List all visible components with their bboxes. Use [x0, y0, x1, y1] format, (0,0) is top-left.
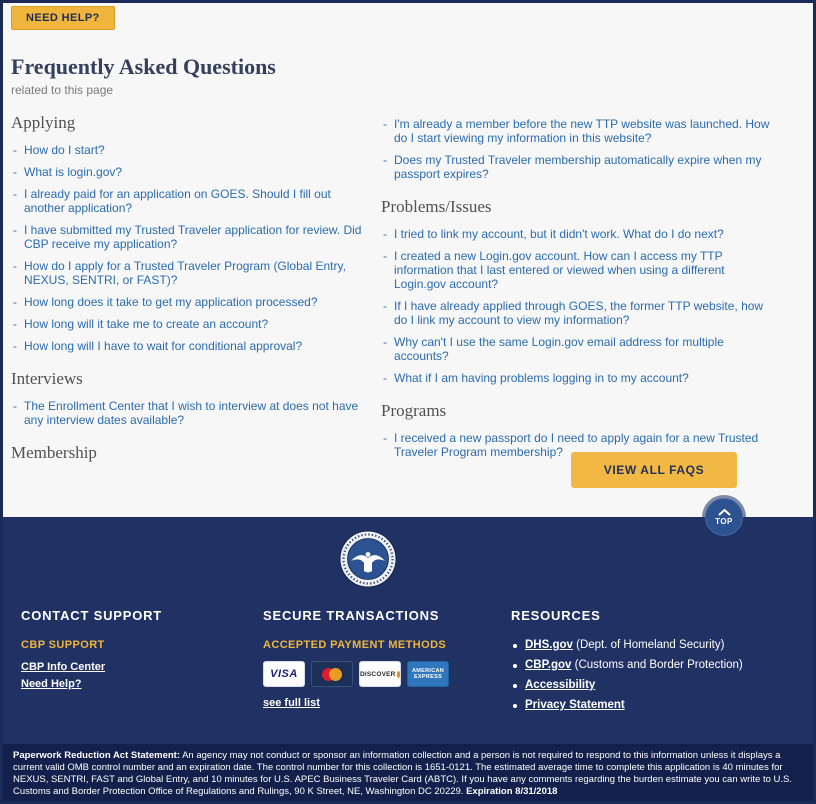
view-all-faqs-button[interactable]: VIEW ALL FAQS	[571, 452, 737, 488]
privacy-statement-link[interactable]: Privacy Statement	[525, 699, 625, 711]
footer	[3, 517, 813, 744]
need-help-button[interactable]: NEED HELP?	[11, 6, 115, 30]
faq-list	[11, 143, 368, 353]
footer-columns	[3, 588, 813, 719]
page-subtitle: related to this page	[11, 83, 114, 97]
faq-question-link[interactable]: - Why can't I use the same Login.gov email address for multiple accounts?	[381, 335, 773, 363]
faq-section-programs	[381, 401, 773, 459]
faq-list	[381, 117, 773, 181]
resource-item	[511, 699, 795, 711]
section-heading: Membership	[11, 443, 97, 462]
resource-item	[511, 659, 795, 671]
discover-dot	[397, 671, 400, 678]
payment-methods-subheading: ACCEPTED PAYMENT METHODS	[263, 639, 447, 651]
faq-question-link[interactable]: - I have submitted my Trusted Traveler application for review. Did CBP receive my application?	[11, 223, 368, 251]
faq-question-link[interactable]: - I received a new passport do I need to apply again for a new Trusted Traveler Program membership?	[381, 431, 773, 459]
legal-expiration: Expiration 8/31/2018	[466, 786, 558, 797]
resources-heading: RESOURCES	[511, 608, 601, 623]
dhs-gov-link[interactable]: DHS.gov	[525, 639, 573, 651]
footer-secure-column	[263, 608, 511, 719]
mastercard-orange-circle	[329, 668, 342, 681]
faq-question-link[interactable]: - What is login.gov?	[11, 165, 368, 179]
faq-section-interviews	[11, 369, 368, 427]
dhs-seal	[339, 530, 397, 588]
section-heading: Problems/Issues	[381, 197, 492, 216]
faq-section-problems	[381, 197, 773, 385]
legal-label: Paperwork Reduction Act Statement:	[13, 750, 180, 761]
section-heading: Interviews	[11, 369, 83, 388]
top-label: TOP	[715, 516, 733, 526]
faq-question-link[interactable]: - How long will I have to wait for conditional approval?	[11, 339, 368, 353]
seal-row	[3, 517, 813, 588]
payment-cards-row	[263, 661, 511, 687]
faq-question-link[interactable]: - If I have already applied through GOES, the former TTP website, how do I link my account to view my information?	[381, 299, 773, 327]
discover-card-icon	[359, 661, 401, 687]
dhs-gov-suffix: (Dept. of Homeland Security)	[572, 639, 725, 651]
faq-column-left	[11, 97, 368, 473]
cbp-support-subheading: CBP SUPPORT	[21, 639, 105, 651]
resources-list	[511, 639, 795, 711]
mastercard-icon	[311, 661, 353, 687]
amex-card-icon	[407, 661, 449, 687]
back-to-top-button[interactable]	[705, 498, 743, 536]
main-content	[3, 3, 813, 517]
faq-question-link[interactable]: - I created a new Login.gov account. How can I access my TTP information that I last entered or viewed when using a different Login.gov account?	[381, 249, 773, 291]
contact-support-heading: CONTACT SUPPORT	[21, 608, 163, 623]
faq-question-link[interactable]: - How long will it take me to create an account?	[11, 317, 368, 331]
faq-list	[381, 227, 773, 385]
faq-question-link[interactable]: - How do I start?	[11, 143, 368, 157]
cbp-gov-link[interactable]: CBP.gov	[525, 659, 572, 671]
see-full-list-link[interactable]: see full list	[263, 697, 320, 709]
faq-question-link[interactable]: - What if I am having problems logging in to my account?	[381, 371, 773, 385]
footer-resources-column	[511, 608, 795, 719]
page-title: Frequently Asked Questions	[11, 54, 276, 79]
faq-question-link[interactable]: - How long does it take to get my application processed?	[11, 295, 368, 309]
cbp-gov-suffix: (Customs and Border Protection)	[571, 659, 743, 671]
faq-question-link[interactable]: - I'm already a member before the new TTP website was launched. How do I start viewing my information in this website?	[381, 117, 773, 145]
faq-question-link[interactable]: - Does my Trusted Traveler membership automatically expire when my passport expires?	[381, 153, 773, 181]
legal-body: An agency may not conduct or sponsor an information collection and a person is not required to respond to this information unless it displays a current valid OMB control number and an expiration date. The control number for this collection is 1651-0121. The estimated average time to complete this application is 40 minutes for NEXUS, SENTRI, FAST and Global Entry, and 10 minutes for U.S. APEC Business Traveler Card (ABTC). If you have any comments regarding the burden estimate you can write to U.S. Customs and Border Protection Office of Regulations and Rulings, 90 K Street, NE, Washington DC 20229.	[13, 750, 792, 797]
resource-item	[511, 639, 795, 651]
faq-section-membership	[11, 443, 368, 463]
faq-section-membership-items	[381, 97, 773, 181]
faq-list	[11, 399, 368, 427]
section-heading: Applying	[11, 113, 76, 132]
faq-question-link[interactable]: - I tried to link my account, but it didn't work. What do I do next?	[381, 227, 773, 241]
cbp-info-center-link[interactable]: CBP Info Center	[21, 661, 106, 673]
accessibility-link[interactable]: Accessibility	[525, 679, 596, 691]
chevron-up-icon	[718, 509, 731, 516]
need-help-link[interactable]: Need Help?	[21, 678, 82, 690]
paperwork-reduction-statement	[3, 744, 813, 801]
amex-label: AMERICAN EXPRESS	[411, 668, 445, 680]
discover-label: DISCOVER	[360, 670, 396, 678]
secure-transactions-heading: SECURE TRANSACTIONS	[263, 608, 440, 623]
faq-question-link[interactable]: - I already paid for an application on GOES. Should I fill out another application?	[11, 187, 368, 215]
visa-label: VISA	[270, 668, 298, 680]
faq-columns	[11, 97, 805, 473]
visa-card-icon	[263, 661, 305, 687]
faq-column-right	[381, 97, 773, 467]
faq-question-link[interactable]: - How do I apply for a Trusted Traveler Program (Global Entry, NEXUS, SENTRI, or FAST)?	[11, 259, 368, 287]
faq-question-link[interactable]: - The Enrollment Center that I wish to interview at does not have any interview dates available?	[11, 399, 368, 427]
section-heading: Programs	[381, 401, 447, 420]
resource-item	[511, 679, 795, 691]
footer-contact-column	[21, 608, 263, 719]
faq-section-applying	[11, 113, 368, 353]
